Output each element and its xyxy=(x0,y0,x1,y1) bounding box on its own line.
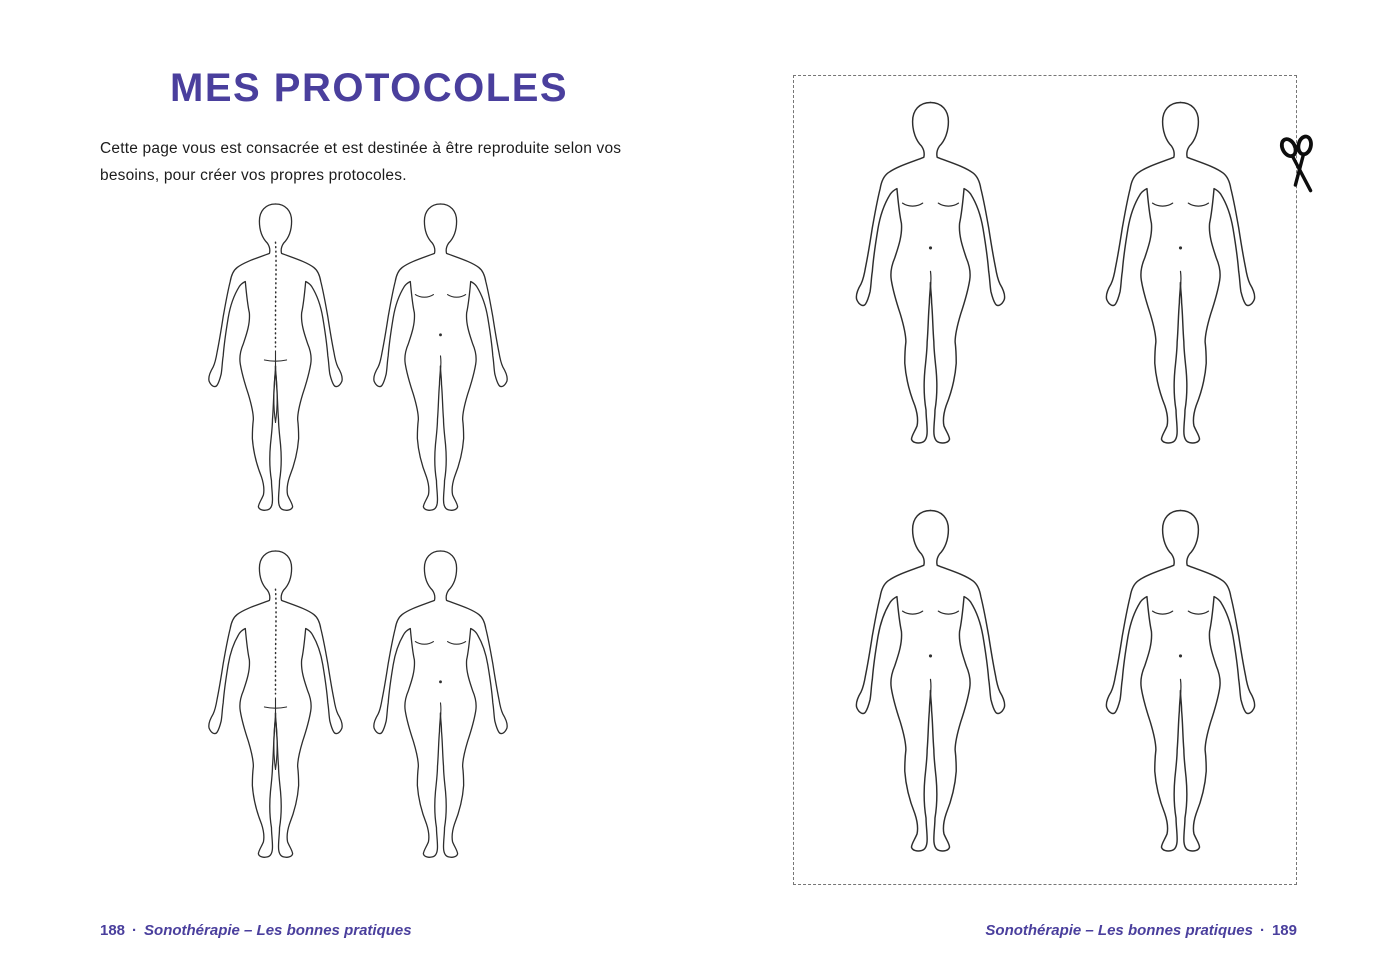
page-footer-left xyxy=(100,922,412,939)
body-figure-back xyxy=(205,547,346,869)
page-number: 188 xyxy=(100,922,126,939)
body-figure-front xyxy=(370,547,511,869)
body-figure-front xyxy=(852,98,1009,456)
page-title: MES PROTOCOLES xyxy=(170,66,569,110)
footer-separator: · xyxy=(1259,922,1265,939)
intro-text: Cette page vous est consacrée et est destinée à être reproduite selon vos besoins, pour créer vos propres protocoles. xyxy=(100,140,622,184)
book-title: Sonothérapie – Les bonnes pratiques xyxy=(144,922,412,939)
body-figure-front xyxy=(370,200,511,522)
page-footer-right xyxy=(985,922,1297,939)
body-figure-front xyxy=(1102,98,1259,456)
footer-separator: · xyxy=(132,922,138,939)
body-figure-front xyxy=(1102,506,1259,864)
book-title: Sonothérapie – Les bonnes pratiques xyxy=(985,922,1253,939)
page-number: 189 xyxy=(1271,922,1297,939)
body-figure-back xyxy=(205,200,346,522)
body-figure-front xyxy=(852,506,1009,864)
